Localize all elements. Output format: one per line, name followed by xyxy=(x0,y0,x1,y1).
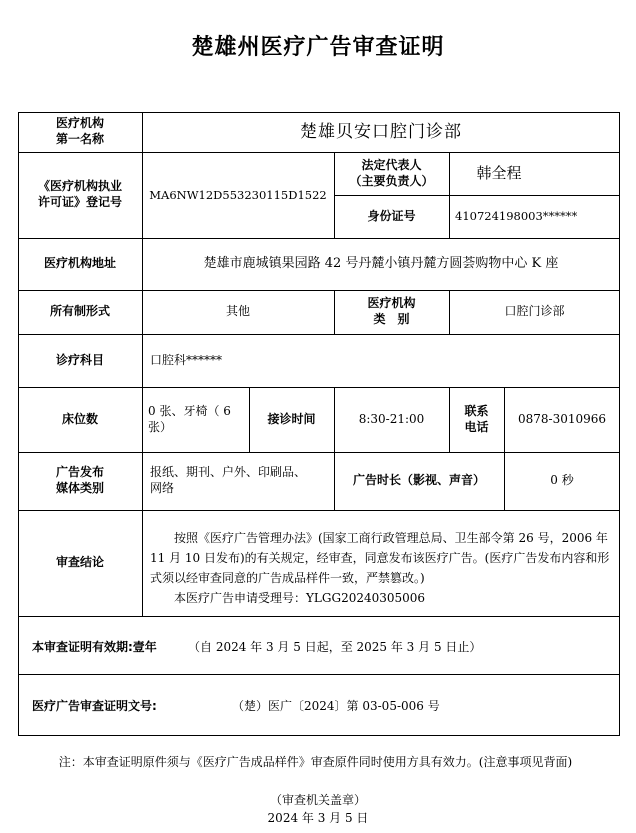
license-value: MA6NW12D553230115D1522 xyxy=(149,187,327,202)
id-card-label: 身份证号 xyxy=(367,208,416,223)
institution-name-value: 楚雄贝安口腔门诊部 xyxy=(300,121,462,142)
page-title: 楚雄州医疗广告审查证明 xyxy=(191,35,445,60)
departments-label: 诊疗科目 xyxy=(55,352,104,367)
address-value: 楚雄市鹿城镇果园路 42 号丹麓小镇丹麓方圆荟购物中心 K 座 xyxy=(203,255,559,271)
doc-number-label: 医疗广告审查证明文号: xyxy=(32,699,157,713)
license-label: 《医疗机构执业 许可证》登记号 xyxy=(37,179,122,209)
hours-label: 接诊时间 xyxy=(267,411,316,426)
address-label: 医疗机构地址 xyxy=(43,256,116,271)
media-value: 报纸、期刊、户外、印刷品、 网络 xyxy=(150,465,307,495)
conclusion-text xyxy=(150,528,612,608)
validity-value: （自 2024 年 3 月 5 日起，至 2025 年 3 月 5 日止） xyxy=(188,640,482,654)
issue-date: 2024 年 3 月 5 日 xyxy=(267,811,369,825)
phone-value: 0878-3010966 xyxy=(517,411,607,426)
phone-label: 联系 电话 xyxy=(464,403,489,434)
validity-label: 本审查证明有效期:壹年 xyxy=(32,640,157,654)
hours-value: 8:30-21:00 xyxy=(358,411,425,426)
institution-name-label: 医疗机构 第一名称 xyxy=(55,116,104,146)
category-value: 口腔门诊部 xyxy=(504,304,565,319)
legal-rep-label: 法定代表人 （主要负责人） xyxy=(349,157,434,188)
category-label: 医疗机构 类 别 xyxy=(367,296,416,326)
ownership-label: 所有制形式 xyxy=(49,304,110,319)
ownership-value: 其他 xyxy=(225,304,250,319)
media-label: 广告发布 媒体类别 xyxy=(55,465,104,495)
footer-note: 注：本审查证明原件须与《医疗广告成品样件》审查原件同时使用方具有效力。(注意事项见背面) xyxy=(58,755,573,769)
application-number: 本医疗广告申请受理号：YLGG20240305006 xyxy=(174,591,426,605)
conclusion-label: 审查结论 xyxy=(55,555,104,570)
doc-number-value: （楚）医广〔2024〕第 03-05-006 号 xyxy=(232,699,440,713)
beds-label: 床位数 xyxy=(61,411,98,426)
duration-value: 0 秒 xyxy=(550,473,574,488)
id-card-value: 410724198003****** xyxy=(455,209,578,224)
departments-value: 口腔科****** xyxy=(150,352,223,367)
beds-value: 0 张、牙椅（ 6 张） xyxy=(148,403,231,434)
legal-rep-value: 韩全程 xyxy=(476,163,522,182)
conclusion-paragraph: 按照《医疗广告管理办法》(国家工商行政管理总局、卫生部令第 26 号，2006 年 11 月 10 日发布)的有关规定，经审查，同意发布该医疗广告。(医疗广告发布内容和形式须以经审查同意的广告成品样件一致，严禁篡改。) xyxy=(150,531,610,585)
duration-label: 广告时长（影视、声音） xyxy=(352,473,485,488)
seal-caption: （审查机关盖章） xyxy=(269,793,366,807)
